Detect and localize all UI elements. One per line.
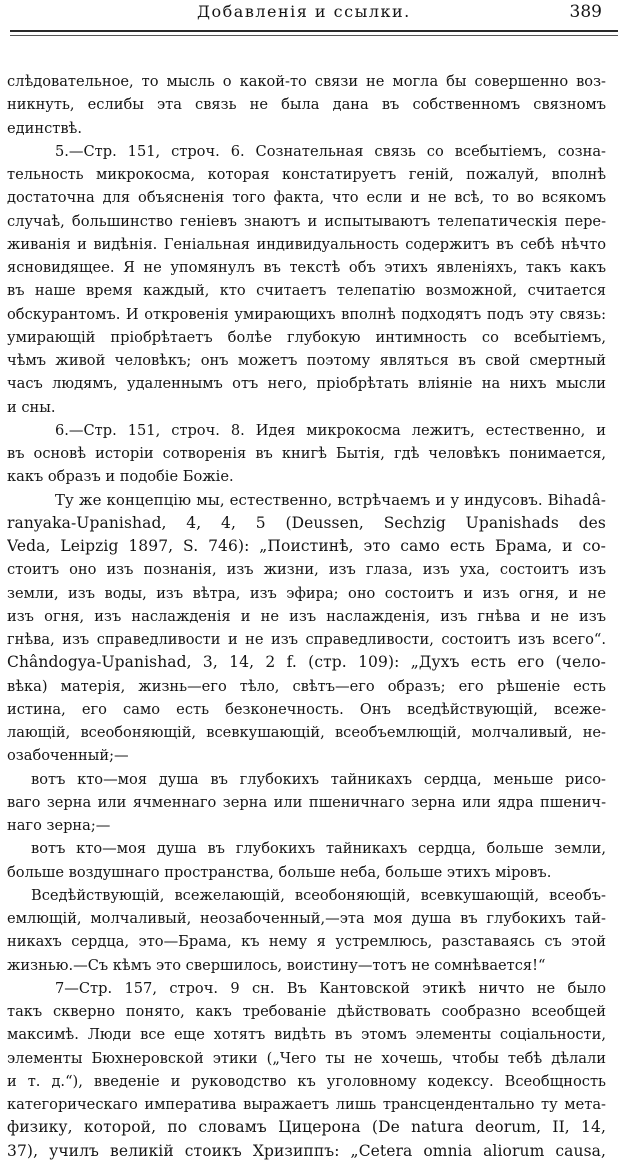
text-line: вѣка) матерія, жизнь—его тѣло, свѣтъ—его образъ; его рѣшеніе есть [7, 677, 606, 695]
text-line: жизнью.—Съ кѣмъ это свершилось, воистину—тотъ не сомнѣвается!“ [7, 956, 546, 974]
text-line: Ту же концепцію мы, естественно, встрѣчаемъ и у индусовъ. Bihadâ- [55, 490, 606, 509]
text-line: умирающій пріобрѣтаетъ болѣе глубокую интимность со всебытіемъ, [7, 328, 606, 346]
text-line: такъ скверно понято, какъ требованіе дѣйствовать сообразно всеобщей [7, 1003, 606, 1020]
header-rule-thin [10, 35, 618, 36]
text-line: и т. д.“), введеніе и руководство къ уголовному кодексу. Всеобщность [7, 1072, 606, 1090]
text-line: достаточна для объясненія того факта, что если и не всѣ, то во всякомъ [7, 189, 606, 207]
text-line: лающій, всеобоняющій, всевкушающій, всеобъемлющій, молчаливый, не- [7, 724, 606, 741]
text-line: стоитъ оно изъ познанія, изъ жизни, изъ глаза, изъ уха, состоитъ изъ [7, 561, 606, 579]
text-line: Вседѣйствующій, всежелающій, всеобоняющій, всевкушающій, всеобъ- [31, 886, 606, 904]
text-line: случаѣ, большинство геніевъ знаютъ и испытываютъ телепатическія пере- [7, 212, 606, 230]
text-line: Chândogya-Upanishad, 3, 14, 2 f. (стр. 109): „Духъ есть его (чело- [7, 653, 606, 672]
page-number: 389 [569, 2, 602, 22]
text-line: слѣдовательное, то мысль о какой-то связи не могла бы совершенно воз- [7, 73, 606, 90]
text-line: тельность микрокосма, которая констатируетъ геній, пожалуй, вполнѣ [7, 166, 606, 183]
text-line: и сны. [7, 398, 56, 416]
text-line: Veda, Leipzig 1897, S. 746): „Поистинѣ, это само есть Брама, и со- [7, 537, 606, 555]
text-line: земли, изъ воды, изъ вѣтра, изъ эфира; оно состоитъ и изъ огня, и не [7, 584, 606, 602]
text-line: единствѣ. [7, 119, 82, 137]
text-line: живанія и видѣнія. Геніальная индивидуальность содержитъ въ себѣ нѣчто [7, 235, 606, 253]
text-line: ясновидящее. Я не упомянулъ въ текстѣ объ этихъ явленіяхъ, такъ какъ [7, 259, 606, 276]
text-line: озабоченный;— [7, 747, 129, 765]
text-line: 5.—Стр. 151, строч. 6. Сознательная связь со всебытіемъ, созна- [55, 142, 606, 160]
text-line: никахъ сердца, это—Брама, къ нему я устремлюсь, разставаясь съ этой [7, 933, 606, 951]
text-line: емлющій, молчаливый, неозабоченный,—эта моя душа въ глубокихъ тай- [7, 910, 606, 927]
text-line: категорическаго императива выражаетъ лишь трансцендентально ту мета- [7, 1096, 606, 1113]
text-line: 37), училъ великій стоикъ Хризиппъ: „Cetera omnia aliorum causa, [7, 1141, 606, 1160]
text-line: ваго зерна или ячменнаго зерна или пшеничнаго зерна или ядра пшенич- [7, 793, 606, 811]
body-text [7, 70, 606, 1163]
text-line: никнуть, еслибы эта связь не была дана въ собственномъ связномъ [7, 96, 606, 114]
text-line: больше воздушнаго пространства, больше неба, больше этихъ міровъ. [7, 863, 552, 881]
page-header [7, 0, 606, 28]
text-line: вотъ кто—моя душа въ глубокихъ тайникахъ сердца, меньше рисо- [31, 770, 606, 788]
text-line: какъ образъ и подобіе Божіе. [7, 468, 234, 486]
text-line: гнѣва, изъ справедливости и не изъ справедливости, состоитъ изъ всего“. [7, 631, 606, 648]
text-line: истина, его само есть безконечность. Онъ вседѣйствующій, всеже- [7, 700, 606, 718]
header-rule [10, 30, 618, 32]
text-line: 7—Стр. 157, строч. 9 сн. Въ Кантовской этикѣ ничто не было [55, 979, 606, 997]
running-title: Добавленія и ссылки. [197, 2, 411, 21]
text-line: вотъ кто—моя душа въ глубокихъ тайникахъ сердца, больше земли, [31, 840, 606, 858]
text-line: изъ огня, изъ наслажденія и не изъ наслажденія, изъ гнѣва и не изъ [7, 607, 606, 625]
text-line: въ основѣ исторіи сотворенія въ книгѣ Бытія, гдѣ человѣкъ понимается, [7, 445, 606, 462]
text-line: часъ людямъ, удаленнымъ отъ него, пріобрѣтать вліяніе на нихъ мысли [7, 375, 606, 393]
text-line: физику, которой, по словамъ Цицерона (De natura deorum, II, 14, [7, 1118, 606, 1137]
text-line: обскурантомъ. И откровенія умирающихъ вполнѣ подходятъ подъ эту связь: [7, 305, 606, 323]
text-line: 6.—Стр. 151, строч. 8. Идея микрокосма лежитъ, естественно, и [55, 421, 606, 439]
text-line: въ наше время каждый, кто считаетъ телепатію возможной, считается [7, 282, 606, 300]
text-line: чѣмъ живой человѣкъ; онъ можетъ поэтому являться въ свой смертный [7, 352, 606, 369]
text-line: наго зерна;— [7, 817, 111, 834]
text-line: ranyaka-Upanishad, 4, 4, 5 (Deussen, Sechzig Upanishads des [7, 513, 606, 532]
text-line: элементы Бюхнеровской этики („Чего ты не хочешь, чтобы тебѣ дѣлали [7, 1049, 606, 1067]
text-line: максимѣ. Люди все еще хотятъ видѣть въ этомъ элементы соціальности, [7, 1026, 606, 1044]
